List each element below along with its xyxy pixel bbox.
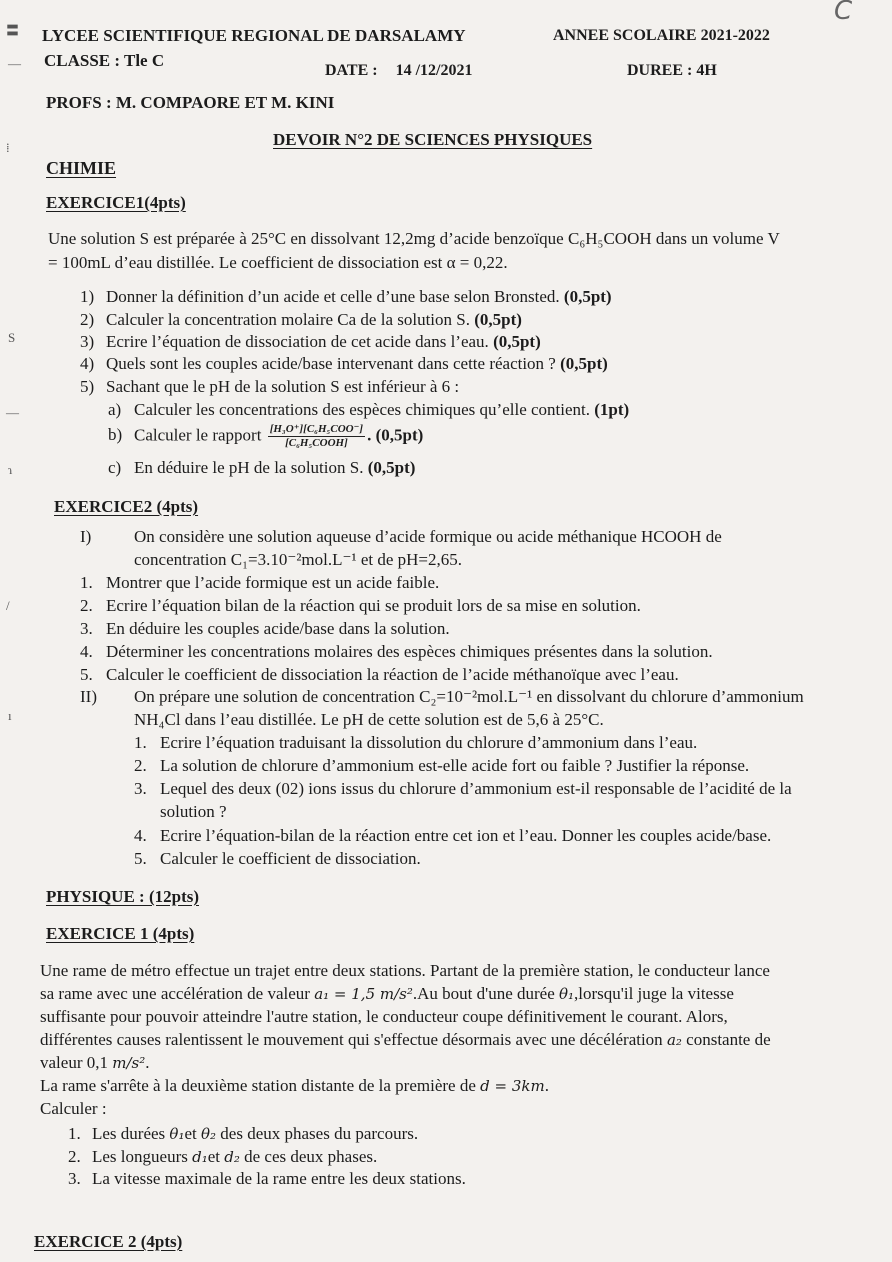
ex1-question-5: 5) Sachant que le pH de la solution S est inférieur à 6 : (80, 377, 460, 396)
ex2-I-question-4: 4. Déterminer les concentrations molaires des espèces chimiques présentes dans la solution. (80, 642, 713, 661)
date-field (325, 62, 472, 80)
phys-ex1-line3: suffisante pour pouvoir atteindre l'autre station, le conducteur coupe définitivement le courant. Alors, (40, 1007, 728, 1026)
ex1-question-4: 4) Quels sont les couples acide/base intervenant dans cette réaction ? (0,5pt) (80, 354, 608, 373)
ex2-II-question-5: 5. Calculer le coefficient de dissociation. (134, 849, 421, 868)
phys-ex1-question-2: 2. Les longueurs d₁et d₂ de ces deux phases. (68, 1147, 378, 1166)
date-label: DATE : (325, 62, 378, 79)
margin-mark: / (6, 598, 10, 613)
ex2-part-1-line1: On considère une solution aqueuse d’acide formique ou acide méthanique HCOOH de (134, 527, 722, 546)
ex2-I-question-1: 1. Montrer que l’acide formique est un acide faible. (80, 573, 440, 592)
exercise-1-title: EXERCICE1(4pts) (46, 193, 186, 212)
phys-ex1-line2: sa rame avec une accélération de valeur a₁ = 1,5 m/s².Au bout d'une durée θ₁,lorsqu'il juge la vitesse (40, 984, 734, 1003)
margin-mark: 〓 (6, 23, 20, 38)
margin-mark: — (6, 405, 19, 420)
teachers: PROFS : M. COMPAORE ET M. KINI (46, 93, 335, 112)
physics-exercise-2-title: EXERCICE 2 (4pts) (34, 1232, 183, 1251)
ex1-question-5c: c) En déduire le pH de la solution S. (0,5pt) (108, 458, 416, 477)
margin-mark: — (8, 56, 21, 71)
ex2-II-question-3-cont: solution ? (160, 802, 227, 821)
margin-mark: S (8, 330, 16, 345)
page-title: DEVOIR N°2 DE SCIENCES PHYSIQUES (273, 130, 593, 149)
ex2-I-question-3: 3. En déduire les couples acide/base dans la solution. (80, 619, 450, 638)
margin-mark: ⁞ (6, 140, 10, 155)
ex2-part-2-line2: NH₄Cl dans l’eau distillée. Le pH de cette solution est de 5,6 à 25°C. (134, 710, 604, 729)
ex1-question-5b: b) Calculer le rapport $\frac{\text{[H₃O⁺][C₆H₅COO⁻]}}{\text{[C₆H₅COOH]}}$ . (0,5pt) (108, 423, 424, 449)
ex2-part-2-label: II) (80, 687, 97, 706)
ex2-part-1-line2: concentration C₁=3.10⁻²mol.L⁻¹ et de pH=2,65. (134, 550, 463, 569)
handwritten-note: C (834, 0, 853, 26)
physics-exercise-1-title: EXERCICE 1 (4pts) (46, 924, 195, 943)
ex2-I-question-5: 5. Calculer le coefficient de dissociation la réaction de l’acide méthanoïque avec l’eau. (80, 665, 679, 684)
ex2-part-1-label: I) (80, 527, 92, 546)
duration: DUREE : 4H (627, 62, 717, 79)
class-label: CLASSE : Tle C (44, 51, 165, 70)
phys-ex1-question-3: 3. La vitesse maximale de la rame entre les deux stations. (68, 1169, 466, 1188)
ex2-II-question-4: 4. Ecrire l’équation-bilan de la réaction entre cet ion et l’eau. Donner les couples acide/base. (134, 826, 772, 845)
ratio-fraction: $\frac{\text{[H₃O⁺][C₆H₅COO⁻]}}{\text{[C₆H₅COOH]}}$ (269, 423, 364, 449)
phys-ex1-line6: La rame s'arrête à la deuxième station distante de la première de d = 3km. (40, 1076, 549, 1095)
ex1-question-5a: a) Calculer les concentrations des espèces chimiques qu’elle contient. (1pt) (108, 400, 630, 419)
ex2-part-2-line1: On prépare une solution de concentration C₂=10⁻²mol.L⁻¹ en dissolvant du chlorure d’ammonium (134, 687, 804, 706)
ex1-intro-line2: = 100mL d’eau distillée. Le coefficient de dissociation est α = 0,22. (48, 253, 508, 272)
ex1-intro-line1: Une solution S est préparée à 25°C en dissolvant 12,2mg d’acide benzoïque C₆H₅COOH dans un volume V (48, 229, 780, 248)
phys-ex1-question-1: 1. Les durées θ₁et θ₂ des deux phases du parcours. (68, 1124, 419, 1143)
phys-ex1-line7: Calculer : (40, 1099, 107, 1118)
exercise-2-title: EXERCICE2 (4pts) (54, 497, 199, 516)
ex2-II-question-1: 1. Ecrire l’équation traduisant la dissolution du chlorure d’ammonium dans l’eau. (134, 733, 698, 752)
ex2-II-question-3: 3. Lequel des deux (02) ions issus du chlorure d’ammonium est-il responsable de l’acidité de la (134, 779, 792, 798)
ex1-question-3: 3) Ecrire l’équation de dissociation de cet acide dans l’eau. (0,5pt) (80, 332, 541, 351)
phys-ex1-line4: différentes causes ralentissent le mouvement qui s'effectue désormais avec une décélération a₂ constante de (40, 1030, 771, 1049)
school-name: LYCEE SCIENTIFIQUE REGIONAL DE DARSALAMY (42, 26, 466, 45)
date-value: 14 /12/2021 (395, 62, 473, 79)
margin-mark: ı (8, 708, 12, 723)
phys-ex1-line5: valeur 0,1 m/s². (40, 1053, 150, 1072)
margin-mark: ɿ (8, 462, 13, 477)
ex1-question-2: 2) Calculer la concentration molaire Ca de la solution S. (0,5pt) (80, 310, 522, 329)
section-physique: PHYSIQUE : (12pts) (46, 887, 200, 906)
section-chimie: CHIMIE (46, 158, 117, 178)
school-year: ANNEE SCOLAIRE 2021-2022 (553, 27, 770, 44)
phys-ex1-line1: Une rame de métro effectue un trajet entre deux stations. Partant de la première station, le conducteur lance (40, 961, 770, 980)
ex2-II-question-2: 2. La solution de chlorure d’ammonium est-elle acide fort ou faible ? Justifier la réponse. (134, 756, 750, 775)
ex2-I-question-2: 2. Ecrire l’équation bilan de la réaction qui se produit lors de sa mise en solution. (80, 596, 641, 615)
ex1-question-1: 1) Donner la définition d’un acide et celle d’une base selon Bronsted. (0,5pt) (80, 287, 612, 306)
